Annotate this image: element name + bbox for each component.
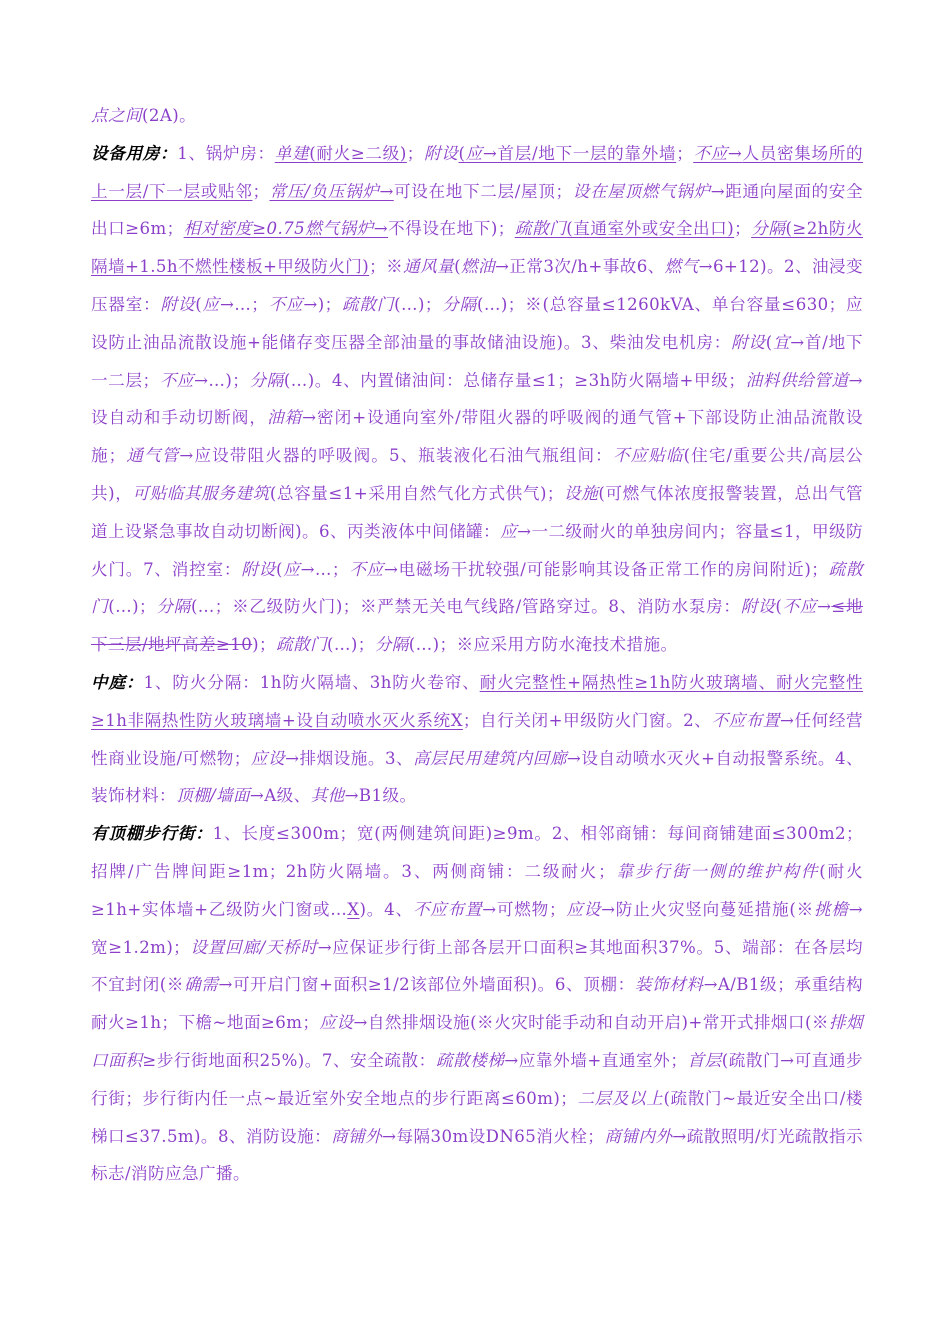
text-run: (≥2h防火隔墙+1.5h不燃性楼板+甲级防火门) [91,219,863,277]
text-run: …)； [208,370,250,390]
text-run: 密闭+设通向室外/带阻火器的呼吸阀的通气管+下部设防止油品流散设施； [91,408,864,466]
text-run: )； [252,635,277,655]
text-run: 通气管→ [125,446,194,466]
section-heading: 设备用房： [91,142,178,163]
text-run: 二层及以上 [577,1088,664,1108]
text-run: 设施 [563,483,599,503]
text-run: 点之间 [91,106,142,125]
document-body [91,97,863,1193]
text-run: 疏散门 [276,635,328,655]
text-run: 不应布置→ [412,899,497,919]
text-run: (2A)。 [141,106,197,125]
text-run: ； [734,219,752,239]
text-run: 油料供给管道→ [745,370,863,390]
paragraph-covered-street [91,815,863,1193]
text-run: 应→ [282,559,315,579]
text-run: 排烟设施。3、 [299,748,414,768]
text-run: (…；※乙级防火门)；※严禁无关电气线路/管路穿过。8、消防水泵房： [190,597,741,617]
text-run: 不应布置→ [711,710,795,730]
text-run: 燃油→ [461,257,510,277]
text-run: (疏散门→可直通步行街；步行街内任一点~最近室外安全地点的步行距离≤60m)； [91,1050,863,1108]
text-run: 附设 [241,559,276,579]
paragraph-equipment-rooms [91,135,863,664]
text-run: 疏散照明/灯光疏散指示标志/消防应急广播。 [91,1126,863,1184]
text-run: )； [317,294,342,314]
text-run: (耐火≥二级) [309,143,407,163]
text-run: 分隔 [156,597,191,617]
text-run: 可燃物； [496,899,567,919]
text-run: 1、锅炉房： [177,143,275,163]
text-run: 可贴临其服务建筑 [132,483,270,503]
text-run: 靠步行街一侧的维护构件 [615,861,820,881]
text-run: 疏散楼梯→ [435,1050,519,1070]
text-run: 确需→ [184,975,233,995]
text-run: 自然排烟设施(※火灾时能手动和自动开启)+常开式排烟口(※ [367,1013,829,1033]
text-run: (直通室外或安全出口) [566,219,735,239]
text-run: …； [234,294,269,314]
text-run: 顶棚/墙面→ [175,786,265,806]
text-run: (住宅/重要公共/高层公共)， [91,446,863,503]
text-run: 正常3次/h+事故6、 [509,257,665,277]
text-run: 设置回廊/天桥时→ [190,937,333,957]
text-run: 燃气→ [664,257,713,277]
text-run: (耐火≥1h+实体墙+乙级防火门窗或… [91,861,863,919]
text-run: 设自动喷水灭火+自动报警系统。4、装饰材料： [91,748,864,806]
paragraph-atrium [91,664,863,815]
text-run: 每隔30m设DN65消火栓； [396,1126,605,1146]
text-run: 油箱→ [266,408,317,428]
text-run: 可设在地下二层/屋顶； [393,181,573,201]
text-run: B1级。 [358,786,417,806]
section-heading: 有顶棚步行街： [91,823,213,844]
text-run: 电磁场干扰较强/可能影响其设备正常工作的房间附近)； [398,559,829,579]
text-run: 分隔 [441,294,478,314]
text-run: 应→ [202,294,235,314]
text-run: 6+12)。2、油浸变压器室： [91,257,863,314]
text-run: 疏散门 [91,559,863,617]
text-run: →距通向屋面的安全出口≥6m； [91,181,863,239]
text-run: (…)；※(总容量≤1260kVA、单台容量≤630；应设防止油品流散设施+能储存变压器全部油量的事故储油设施)。3、柴油发电机房： [91,294,863,352]
text-run: →A/B1级；承重结构耐火≥1h；下檐~地面≥6m； [91,975,863,1033]
text-run: ； [676,143,694,163]
text-run: 首层/地下一层的靠外墙 [497,143,677,163]
text-run: 宽≥1.2m)； [91,937,191,957]
text-run: ( [454,257,462,277]
text-run: 其他→ [310,786,359,806]
text-run: 分隔 [249,370,284,390]
text-run: 宜→ [772,332,805,352]
text-run: 任何经营性商业设施/可燃物； [91,710,863,768]
text-run: 应设→ [250,748,300,768]
text-run: 应靠外墙+直通室外； [518,1050,688,1070]
text-run: 步行街地面积25%)。7、安全疏散： [156,1050,436,1070]
text-run: X [347,899,360,919]
text-run: (…)； [394,294,442,314]
text-run: (疏散门~最近安全出口/楼梯口≤37.5m)。8、消防设施： [91,1088,863,1146]
text-run: 高层民用建筑内回廊→ [413,748,582,768]
text-run: 应→ [465,143,498,163]
text-run: 通风量 [403,257,455,277]
text-run: …； [314,559,349,579]
text-run: 商铺外→ [331,1126,397,1146]
text-run: ； [252,181,270,201]
text-run: 应设→ [319,1013,368,1033]
text-run: 一二级耐火的单独房间内；容量≤1，甲级防火门。7、消控室： [91,521,863,579]
text-run: 排烟口面积≥ [91,1013,863,1070]
text-run: 首层 [687,1050,722,1070]
paragraph-continuation [91,97,863,135]
text-run: 不得设在地下)； [388,219,515,239]
text-run: (…)； [108,597,157,617]
text-run: ( [775,597,783,617]
text-run: 常压/负压锅炉→ [269,181,394,201]
text-run: 可开启门窗+面积≥1/2该部位外墙面积)。6、顶棚： [232,975,635,995]
text-run: 首/地下一二层； [91,332,863,390]
text-run: 附设 [423,143,459,163]
text-run: (…)； [327,635,375,655]
text-run: 不应→ [348,559,399,579]
text-run: (…)。4、内置储油间：总储存量≤1；≥3h防火隔墙+甲级； [283,370,746,390]
section-heading: 中庭： [91,671,144,692]
text-run: ( [275,559,283,579]
text-run: 1、防火分隔：1h防火隔墙、3h防火卷帘、 [143,672,480,692]
text-run: 单建 [274,143,310,163]
text-run: A级、 [264,786,311,806]
text-run: 应保证步行街上部各层开口面积≥其地面积37%。5、端部：在各层均不宜封闭(※ [91,937,863,995]
text-run: 分隔 [751,219,786,239]
text-run: 挑檐→ [813,899,864,919]
text-run: (总容量≤1+采用自然气化方式供气)； [269,483,564,503]
text-run: 设在屋顶燃气锅炉 [572,181,711,201]
text-run: 疏散门 [341,294,395,314]
text-run: 不应→ [782,597,832,617]
text-run: 应设→ [566,899,616,919]
text-run: 分隔 [374,635,409,655]
text-run: ( [458,143,466,163]
text-run: 耐火完整性+隔热性≥1h防火玻璃墙、耐火完整性≥1h非隔热性防火玻璃墙+设自动喷水灭火系统X [91,672,863,730]
text-run: ≤地下三层/地坪高差≥10 [91,597,863,655]
text-run: 附设 [160,294,196,314]
text-run: (可燃气体浓度报警装置，总出气管道上设紧急事故自动切断阀)。6、丙类液体中间储罐： [91,483,863,541]
text-run: 设自动和手动切断阀， [91,408,267,428]
text-run: ( [195,294,203,314]
text-run: 装饰材料 [634,975,704,995]
text-run: )。4、 [359,899,413,919]
text-run: 不应→ [159,370,209,390]
text-run: 人员密集场所的上一层/下一层或贴邻 [91,143,863,201]
text-run: 不应贴临 [612,446,684,466]
text-run: ( [765,332,773,352]
text-run: 防止火灾竖向蔓延措施(※ [615,899,814,919]
text-run: 附设 [731,332,766,352]
text-run: ；※ [369,257,404,277]
text-run: 不应→ [268,294,318,314]
text-run: 不应→ [693,143,743,163]
text-run: ； [406,143,424,163]
text-run: ；自行关闭+甲级防火门窗。2、 [462,710,712,730]
text-run: 相对密度≥0.75燃气锅炉→ [183,219,388,239]
text-run: 附设 [740,597,776,617]
text-run: 1、长度≤300m；宽(两侧建筑间距)≥9m。2、相邻商铺：每间商铺建面≤300m2；招牌/广告牌间距≥1m；2h防火隔墙。3、两侧商铺：二级耐火； [91,824,863,881]
text-run: 疏散门 [514,219,567,239]
text-run: 商铺内外→ [604,1126,687,1146]
text-run: 应→ [500,521,532,541]
text-run: 应设带阻火器的呼吸阀。5、瓶装液化石油气瓶组间： [193,446,613,466]
text-run: (…)；※应采用方防水淹技术措施。 [408,635,678,655]
